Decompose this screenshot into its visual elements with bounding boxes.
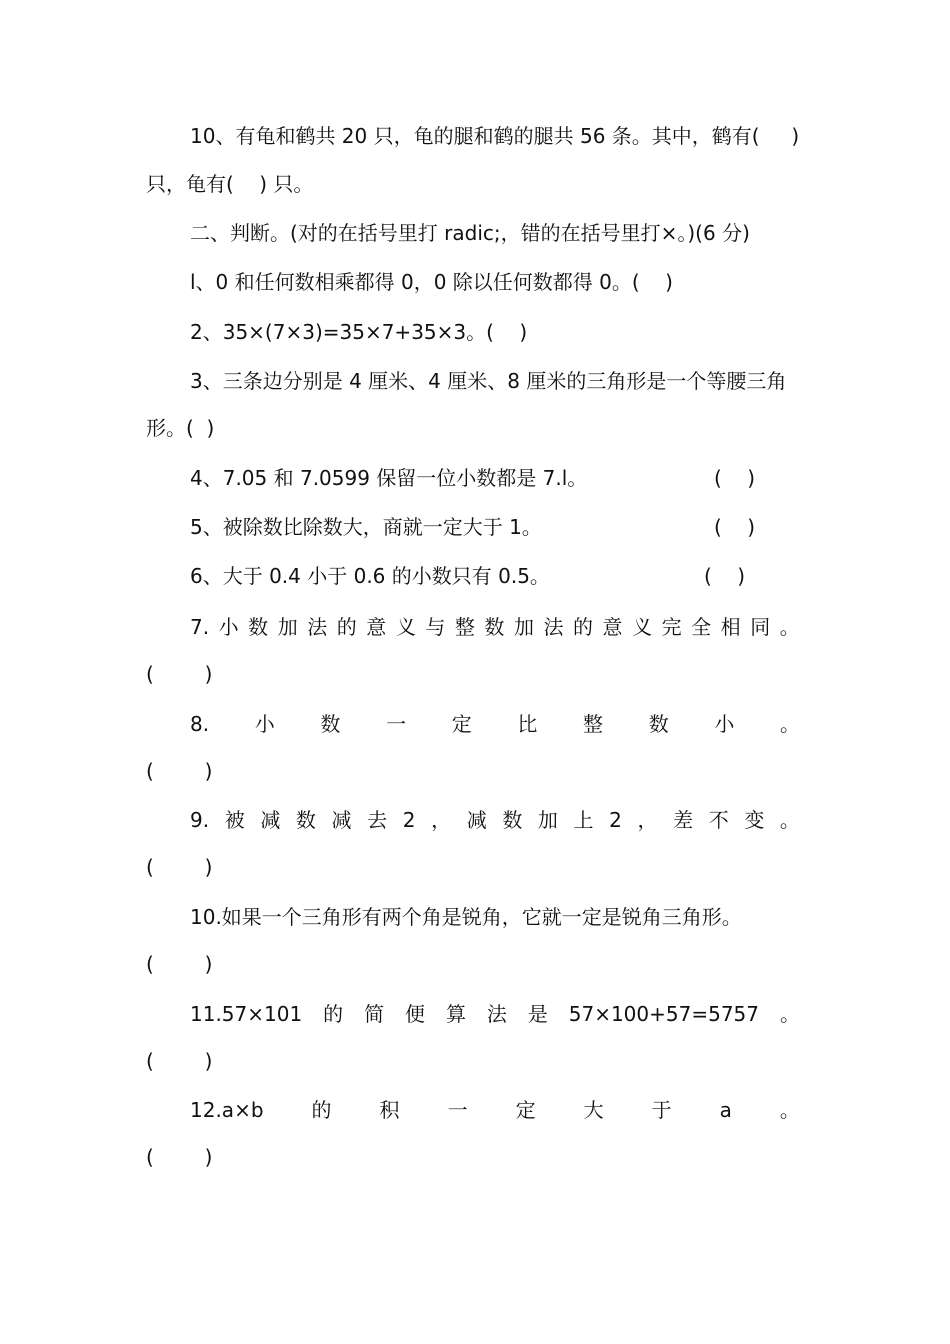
judgment-8-token: 8. xyxy=(190,712,210,736)
judgment-12 xyxy=(190,1096,800,1124)
judgment-4-answer-paren: ( ) xyxy=(714,466,756,490)
judgment-7-token: 加 xyxy=(513,615,534,639)
judgment-11-token: 简 xyxy=(364,1002,385,1026)
judgment-9-token: 加 xyxy=(537,808,558,832)
judgment-9-token: 上 xyxy=(573,808,594,832)
judgment-9-token: ， xyxy=(637,808,658,832)
judgment-7-token: 数 xyxy=(248,615,269,639)
judgment-9-token: 数 xyxy=(295,808,316,832)
judgment-2: 2、35×(7×3)=35×7+35×3。( ) xyxy=(190,320,528,344)
judgment-7-token: 法 xyxy=(543,615,564,639)
judgment-8-token: 数 xyxy=(648,712,669,736)
judgment-8-token: 数 xyxy=(320,712,341,736)
judgment-12-token: a xyxy=(719,1098,732,1122)
judgment-7-token: 义 xyxy=(632,615,653,639)
judgment-9-token: 2 xyxy=(402,808,416,832)
judgment-9-token: 变 xyxy=(744,808,765,832)
judgment-11-token: 是 xyxy=(527,1002,548,1026)
judgment-7-token: 整 xyxy=(454,615,475,639)
judgment-7-token: 7. xyxy=(190,615,210,639)
judgment-7-answer-paren: ( ) xyxy=(146,662,213,686)
judgment-7 xyxy=(190,613,800,641)
judgment-8-token: 比 xyxy=(517,712,538,736)
judgment-11-token: 11.57×101 xyxy=(190,1002,303,1026)
judgment-3-line-2: 形。( ) xyxy=(146,416,215,440)
judgment-7-token: 意 xyxy=(602,615,623,639)
judgment-7-token: 法 xyxy=(307,615,328,639)
judgment-10-answer-paren: ( ) xyxy=(146,952,213,976)
judgment-12-token: 12.a×b xyxy=(190,1098,264,1122)
judgment-9-token: 减 xyxy=(466,808,487,832)
judgment-12-token: 大 xyxy=(583,1098,604,1122)
judgment-7-token: 数 xyxy=(484,615,505,639)
judgment-7-token: 的 xyxy=(336,615,357,639)
judgment-8-token: 。 xyxy=(780,712,800,736)
judgment-9-token: 差 xyxy=(673,808,694,832)
judgment-11 xyxy=(190,1000,800,1028)
judgment-7-token: 意 xyxy=(366,615,387,639)
judgment-7-token: 的 xyxy=(573,615,593,639)
judgment-4: 4、7.05 和 7.0599 保留一位小数都是 7.l。 xyxy=(190,466,588,490)
judgment-12-token: 积 xyxy=(379,1098,400,1122)
judgment-9-token: 减 xyxy=(331,808,352,832)
judgment-12-token: 的 xyxy=(311,1098,332,1122)
judgment-9-answer-paren: ( ) xyxy=(146,855,213,879)
judgment-9-token: 减 xyxy=(260,808,281,832)
judgment-11-token: 57×100+57=5757 xyxy=(568,1002,759,1026)
judgment-12-token: 一 xyxy=(447,1098,468,1122)
judgment-12-token: 定 xyxy=(515,1098,536,1122)
judgment-7-token: 与 xyxy=(425,615,446,639)
section-two-heading: 二、判断。(对的在括号里打 radic;，错的在括号里打×。)(6 分) xyxy=(190,221,750,245)
judgment-9-token: 。 xyxy=(779,808,800,832)
judgment-9-token: 去 xyxy=(367,808,388,832)
judgment-8-token: 整 xyxy=(583,712,604,736)
judgment-12-token: 于 xyxy=(651,1098,672,1122)
judgment-11-token: 算 xyxy=(445,1002,466,1026)
judgment-6: 6、大于 0.4 小于 0.6 的小数只有 0.5。 xyxy=(190,564,550,588)
judgment-8-token: 小 xyxy=(714,712,735,736)
judgment-8-token: 定 xyxy=(451,712,472,736)
judgment-9-token: 不 xyxy=(708,808,729,832)
judgment-7-token: 加 xyxy=(277,615,298,639)
question-10-line-2: 只，龟有( ) 只。 xyxy=(146,172,314,196)
judgment-7-token: 全 xyxy=(691,615,712,639)
judgment-9-token: 数 xyxy=(502,808,523,832)
judgment-7-token: 义 xyxy=(395,615,416,639)
judgment-6-answer-paren: ( ) xyxy=(704,564,746,588)
judgment-5: 5、被除数比除数大，商就一定大于 1。 xyxy=(190,515,542,539)
judgment-9-token: 2 xyxy=(609,808,622,832)
judgment-5-answer-paren: ( ) xyxy=(714,515,756,539)
judgment-12-answer-paren: ( ) xyxy=(146,1145,213,1169)
judgment-8 xyxy=(190,710,800,738)
judgment-9-token: 9. xyxy=(190,808,210,832)
judgment-7-token: 完 xyxy=(661,615,682,639)
judgment-11-answer-paren: ( ) xyxy=(146,1049,213,1073)
judgment-8-answer-paren: ( ) xyxy=(146,759,213,783)
judgment-11-token: 的 xyxy=(323,1002,344,1026)
judgment-1: l、0 和任何数相乘都得 0，0 除以任何数都得 0。( ) xyxy=(190,270,673,294)
judgment-7-token: 。 xyxy=(779,615,800,639)
judgment-9-token: ， xyxy=(431,808,452,832)
judgment-9 xyxy=(190,806,800,834)
judgment-11-token: 法 xyxy=(486,1002,507,1026)
judgment-11-token: 。 xyxy=(779,1002,800,1026)
judgment-12-token: 。 xyxy=(779,1098,800,1122)
judgment-10: 10.如果一个三角形有两个角是锐角，它就一定是锐角三角形。 xyxy=(190,905,742,929)
judgment-7-token: 同 xyxy=(750,615,771,639)
judgment-8-token: 一 xyxy=(386,712,407,736)
judgment-8-token: 小 xyxy=(254,712,275,736)
judgment-7-token: 小 xyxy=(218,615,239,639)
judgment-11-token: 便 xyxy=(405,1002,425,1026)
judgment-7-token: 相 xyxy=(720,615,741,639)
judgment-3-line-1: 3、三条边分别是 4 厘米、4 厘米、8 厘米的三角形是一个等腰三角 xyxy=(190,369,787,393)
judgment-9-token: 被 xyxy=(224,808,245,832)
question-10-line-1: 10、有龟和鹤共 20 只，龟的腿和鹤的腿共 56 条。其中，鹤有( ) xyxy=(190,124,800,148)
